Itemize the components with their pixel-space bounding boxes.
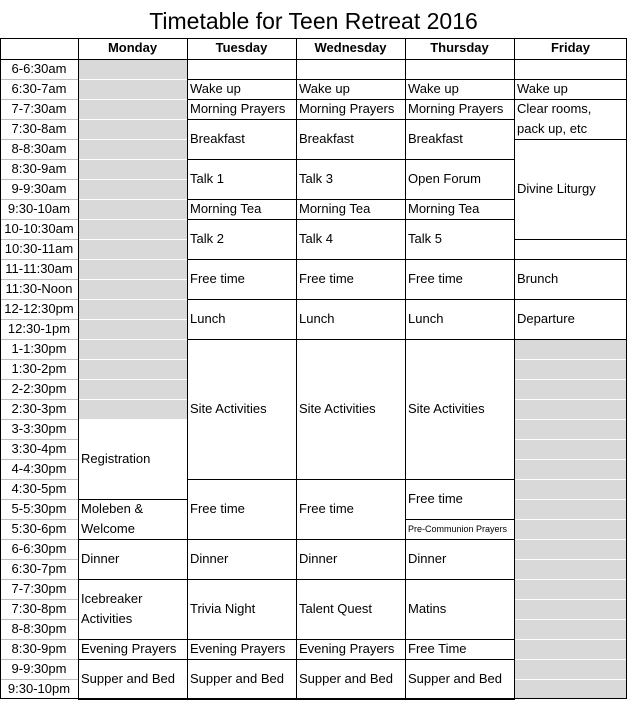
event-line: pack up, etc [517, 121, 588, 136]
column-border [187, 38, 188, 699]
row-divider [0, 639, 78, 640]
blocked-cell [79, 380, 187, 399]
blocked-cell [79, 100, 187, 119]
row-divider [0, 279, 78, 280]
time-slot-label: 8:30-9pm [11, 641, 67, 656]
event-empty [187, 59, 296, 79]
blocked-cell [515, 620, 627, 639]
row-divider [0, 199, 78, 200]
row-divider [0, 379, 78, 380]
time-slot-label: 6:30-7am [11, 81, 67, 96]
time-slot-label: 12:30-1pm [7, 321, 71, 336]
blocked-cell [515, 340, 627, 359]
column-border [78, 38, 79, 699]
time-slot-label: 7-7:30am [11, 101, 67, 116]
block-border [296, 699, 406, 700]
time-slot-label: 6:30-7pm [11, 561, 67, 576]
row-divider [0, 99, 78, 100]
time-slot-label: 1-1:30pm [11, 341, 67, 356]
blocked-cell [515, 680, 627, 699]
event-empty [514, 59, 627, 79]
blocked-cell [515, 660, 627, 679]
time-slot-label: 8-8:30pm [11, 621, 67, 636]
blocked-cell [79, 60, 187, 79]
time-slot-label: 10-10:30am [4, 221, 74, 236]
time-slot-label: 7:30-8am [11, 121, 67, 136]
event-matins: Matins [408, 601, 447, 616]
row-divider [0, 659, 78, 660]
border-line [0, 59, 627, 60]
row-divider [0, 419, 78, 420]
blocked-cell [79, 260, 187, 279]
event-supper-and-bed: Supper and Bed [408, 671, 502, 686]
blocked-cell [515, 400, 627, 419]
blocked-cell [79, 160, 187, 179]
event-breakfast: Breakfast [190, 131, 245, 146]
row-divider [0, 219, 78, 220]
time-slot-label: 9:30-10pm [7, 681, 71, 696]
border-line [0, 698, 627, 699]
blocked-cell [79, 80, 187, 99]
event-empty [296, 59, 405, 79]
event-talk-1: Talk 1 [190, 171, 224, 186]
blocked-cell [79, 120, 187, 139]
day-header-tuesday: Tuesday [215, 40, 268, 55]
blocked-cell [515, 360, 627, 379]
event-talent-quest: Talent Quest [299, 601, 372, 616]
blocked-cell [515, 520, 627, 539]
day-header-wednesday: Wednesday [314, 40, 387, 55]
blocked-cell [515, 540, 627, 559]
row-divider [0, 499, 78, 500]
row-divider [0, 679, 78, 680]
time-slot-label: 2-2:30pm [11, 381, 67, 396]
blocked-cell [515, 380, 627, 399]
time-slot-label: 5:30-6pm [11, 521, 67, 536]
event-clear-rooms-pack-up-etc [514, 99, 627, 139]
time-slot-label: 6-6:30pm [11, 541, 67, 556]
blocked-cell [79, 300, 187, 319]
event-morning-tea: Morning Tea [299, 201, 371, 216]
row-divider [0, 619, 78, 620]
event-lunch: Lunch [408, 311, 444, 326]
row-divider [0, 439, 78, 440]
row-divider [0, 539, 78, 540]
blocked-cell [79, 320, 187, 339]
time-slot-label: 7-7:30pm [11, 581, 67, 596]
event-dinner: Dinner [299, 551, 338, 566]
column-border [405, 38, 406, 699]
event-empty [514, 239, 627, 259]
row-divider [0, 139, 78, 140]
blocked-cell [79, 360, 187, 379]
blocked-cell [515, 500, 627, 519]
blocked-cell [515, 420, 627, 439]
time-slot-label: 4:30-5pm [11, 481, 67, 496]
row-divider [0, 479, 78, 480]
event-supper-and-bed: Supper and Bed [299, 671, 393, 686]
block-border [187, 699, 297, 700]
event-wake-up: Wake up [408, 81, 459, 96]
blocked-cell [515, 440, 627, 459]
event-breakfast: Breakfast [299, 131, 354, 146]
event-line: Activities [81, 611, 133, 626]
row-divider [0, 559, 78, 560]
time-slot-label: 6-6:30am [11, 61, 67, 76]
event-dinner: Dinner [408, 551, 447, 566]
blocked-cell [515, 460, 627, 479]
event-talk-2: Talk 2 [190, 231, 224, 246]
block-border [405, 699, 515, 700]
time-slot-label: 4-4:30pm [11, 461, 67, 476]
event-icebreaker-activities [78, 579, 187, 639]
block-border [78, 699, 188, 700]
event-open-forum: Open Forum [408, 171, 481, 186]
blocked-cell [79, 400, 187, 419]
event-empty [405, 59, 514, 79]
row-divider [0, 399, 78, 400]
row-divider [0, 239, 78, 240]
border-line [0, 38, 627, 39]
event-line: Moleben & [81, 501, 144, 516]
event-morning-tea: Morning Tea [190, 201, 262, 216]
event-line: Icebreaker [81, 591, 143, 606]
event-evening-prayers: Evening Prayers [190, 641, 286, 656]
event-free-time: Free Time [408, 641, 467, 656]
time-slot-label: 8:30-9am [11, 161, 67, 176]
event-site-activities: Site Activities [190, 401, 267, 416]
row-divider [0, 159, 78, 160]
column-border [0, 38, 1, 699]
event-morning-prayers: Morning Prayers [190, 101, 286, 116]
event-supper-and-bed: Supper and Bed [190, 671, 284, 686]
blocked-cell [79, 240, 187, 259]
event-pre-communion-prayers: Pre-Communion Prayers [408, 524, 508, 534]
event-evening-prayers: Evening Prayers [299, 641, 395, 656]
blocked-cell [79, 280, 187, 299]
blocked-cell [515, 480, 627, 499]
event-trivia-night: Trivia Night [190, 601, 256, 616]
time-slot-label: 9-9:30pm [11, 661, 67, 676]
event-morning-prayers: Morning Prayers [408, 101, 504, 116]
event-lunch: Lunch [299, 311, 335, 326]
row-divider [0, 459, 78, 460]
row-divider [0, 599, 78, 600]
event-brunch: Brunch [517, 271, 559, 286]
blocked-cell [515, 600, 627, 619]
blocked-cell [515, 640, 627, 659]
blocked-cell [515, 580, 627, 599]
time-slot-label: 5-5:30pm [11, 501, 67, 516]
event-morning-tea: Morning Tea [408, 201, 480, 216]
row-divider [0, 299, 78, 300]
event-talk-4: Talk 4 [299, 231, 333, 246]
row-divider [0, 259, 78, 260]
event-wake-up: Wake up [517, 81, 568, 96]
time-slot-label: 10:30-11am [4, 241, 74, 256]
day-header-thursday: Thursday [430, 40, 489, 55]
time-slot-label: 11-11:30am [5, 261, 73, 276]
row-divider [0, 119, 78, 120]
column-border [296, 38, 297, 699]
blocked-cell [79, 180, 187, 199]
time-slot-label: 1:30-2pm [11, 361, 67, 376]
blocked-cell [79, 140, 187, 159]
event-departure: Departure [517, 311, 575, 326]
blocked-cell [79, 340, 187, 359]
event-free-time: Free time [190, 501, 245, 516]
blocked-cell [79, 200, 187, 219]
row-divider [0, 179, 78, 180]
event-dinner: Dinner [81, 551, 120, 566]
event-site-activities: Site Activities [299, 401, 376, 416]
row-divider [0, 319, 78, 320]
day-header-friday: Friday [550, 40, 590, 55]
time-slot-label: 3:30-4pm [11, 441, 67, 456]
day-header-monday: Monday [107, 40, 158, 55]
row-divider [0, 359, 78, 360]
time-slot-label: 9-9:30am [11, 181, 67, 196]
event-divine-liturgy: Divine Liturgy [517, 181, 596, 196]
event-dinner: Dinner [190, 551, 229, 566]
event-supper-and-bed: Supper and Bed [81, 671, 175, 686]
event-free-time: Free time [408, 271, 463, 286]
event-site-activities: Site Activities [408, 401, 485, 416]
event-free-time: Free time [190, 271, 245, 286]
event-wake-up: Wake up [299, 81, 350, 96]
event-lunch: Lunch [190, 311, 226, 326]
row-divider [0, 519, 78, 520]
time-slot-label: 3-3:30pm [11, 421, 67, 436]
time-slot-label: 12-12:30pm [4, 301, 74, 316]
row-divider [0, 579, 78, 580]
time-slot-label: 7:30-8pm [11, 601, 67, 616]
event-wake-up: Wake up [190, 81, 241, 96]
time-slot-label: 11:30-Noon [5, 281, 73, 296]
event-registration: Registration [81, 451, 151, 466]
event-breakfast: Breakfast [408, 131, 463, 146]
event-talk-5: Talk 5 [408, 231, 442, 246]
event-talk-3: Talk 3 [299, 171, 333, 186]
event-free-time: Free time [299, 501, 354, 516]
time-slot-label: 8-8:30am [11, 141, 67, 156]
column-border [514, 38, 515, 699]
event-evening-prayers: Evening Prayers [81, 641, 177, 656]
row-divider [0, 79, 78, 80]
timetable-title: Timetable for Teen Retreat 2016 [149, 8, 478, 34]
event-free-time: Free time [299, 271, 354, 286]
event-morning-prayers: Morning Prayers [299, 101, 395, 116]
event-moleben-welcome [78, 499, 187, 539]
blocked-cell [515, 560, 627, 579]
event-free-time: Free time [408, 491, 463, 506]
time-slot-label: 2:30-3pm [11, 401, 67, 416]
blocked-cell [79, 220, 187, 239]
event-line: Welcome [81, 521, 135, 536]
row-divider [0, 339, 78, 340]
event-line: Clear rooms, [517, 101, 592, 116]
time-slot-label: 9:30-10am [7, 201, 71, 216]
